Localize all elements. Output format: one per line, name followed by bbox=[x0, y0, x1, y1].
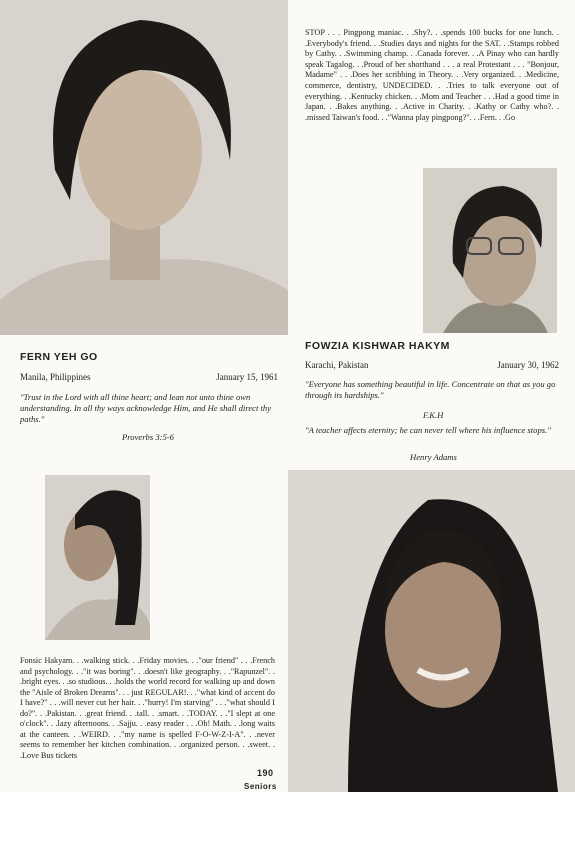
fern-blurb: STOP . . . Pingpong maniac. . .Shy?. . .spends 100 bucks for one lunch. . .Everybody's friend. . .Studies days and nights for the SAT. . .Stamps robbed by Cathy. . .Swimming champ. . .Canada forever. . .A Pinay who can hardly speak Tagalog. . .Proud of her shorthand . . . a real Protestant . . . "Bonjour, Madame" . . .Does her scribbing in Theory. . .Very organized. . .Medicine, commerce, dentistry, UNDECIDED. . .Tries to talk everyone out of everything. . .Kentucky chicken. . .Mom and Teacher . . .Had a good time in Japan. . .Bakes anything. . .Active in Charity. . .Kathy or Cathy who?. . .missed Taiwan's food. . ."Wanna play pingpong?". . .Fern. . .Go bbox=[305, 28, 559, 122]
fern-birth-date: January 15, 1961 bbox=[216, 372, 278, 382]
fowzia-quote-1: "Everyone has something beautiful in life. Concentrate on that as you go through its hardships." bbox=[305, 379, 556, 400]
fowzia-name: FOWZIA KISHWAR HAKYM bbox=[305, 340, 450, 352]
section-label: Seniors bbox=[244, 782, 277, 791]
page-number: 190 bbox=[257, 768, 274, 778]
portrait-photo-fern bbox=[0, 0, 288, 335]
fern-info-row bbox=[20, 372, 278, 382]
fowzia-blurb: Fonsic Hakyam. . .walking stick. . .Friday movies. . ."our friend" . . .French and psychology. . ."it was boring". . .doesn't like geography. . ."Rapunzel". . .bright eyes. . .so studious. . .holds the world record for walking up and down the "Aisle of Broken Dreams". . . just REGULAR!. . ."what kind of accent do I have?" . . .will never cut her hair. . ."hurry! I'm starving" . . ."what should I do?". . .Pakistan. . .great friend. . .tall. . .smart. . .TODAY. . ."I slept at one o'clock". . .lazy afternoons. . .Sajju. . .easy reader . . .Oh! Math. . .long waits at the canteen. . .WEIRD. . ."my name is spelled F-O-W-Z-I-A". . .never seems to remember her kitchen combination. . .organized person. . .sweet. . .Love Bus tickets bbox=[20, 656, 275, 760]
fowzia-quote-2-source: Henry Adams bbox=[410, 452, 457, 462]
fowzia-place: Karachi, Pakistan bbox=[305, 360, 369, 370]
page-bottom-margin bbox=[0, 792, 575, 841]
fowzia-birth-date: January 30, 1962 bbox=[497, 360, 559, 370]
fern-place: Manila, Philippines bbox=[20, 372, 91, 382]
fern-quote-source: Proverbs 3:5-6 bbox=[122, 432, 174, 442]
portrait-photo-fowzia-small bbox=[423, 168, 557, 333]
portrait-photo-fowzia-large bbox=[288, 470, 575, 792]
fowzia-quote-2: "A teacher affects eternity; he can never tell where his influence stops." bbox=[305, 425, 551, 435]
fern-name: FERN YEH GO bbox=[20, 351, 98, 363]
portrait-photo-fowzia-profile bbox=[45, 475, 150, 640]
fowzia-quote-1-source: F.K.H bbox=[423, 410, 444, 420]
fowzia-info-row bbox=[305, 360, 559, 370]
fern-quote: "Trust in the Lord with all thine heart; and lean not unto thine own understanding. In all thy ways acknowledge Him, and He shall direct thy paths." bbox=[20, 392, 272, 424]
